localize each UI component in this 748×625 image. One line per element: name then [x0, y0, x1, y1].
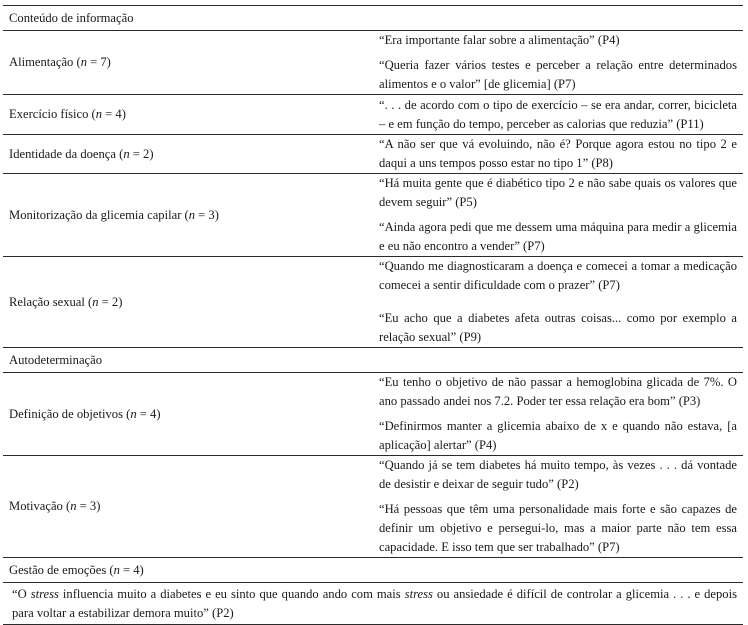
- table-row: [3, 583, 743, 625]
- category-label: Identidade da doença (: [9, 146, 124, 161]
- section-label: Gestão de emoções (: [9, 562, 114, 577]
- category-count: = 4): [136, 406, 161, 421]
- quotes-cell: [373, 373, 743, 456]
- table-row: [3, 135, 743, 174]
- quotes-cell: [373, 174, 743, 257]
- quote: “Ainda agora pedi que me dessem uma máquina para medir a glicemia e eu não encontro a vender” (P7): [379, 220, 737, 253]
- quote-part: stress: [404, 586, 433, 601]
- category-label: Relação sexual (: [9, 294, 93, 309]
- n-symbol: n: [113, 562, 120, 577]
- final-quote-cell: [3, 583, 743, 625]
- n-symbol: n: [188, 207, 196, 222]
- n-symbol: n: [80, 55, 87, 69]
- quotes-cell: [373, 135, 743, 174]
- category-count: = 3): [195, 207, 219, 222]
- category-count: = 2): [129, 146, 154, 161]
- quote: “Definirmos manter a glicemia abaixo de x e quando não estava, [a aplicação] alertar” (P4): [379, 419, 737, 452]
- n-symbol: n: [70, 499, 77, 513]
- quotes-cell: [373, 257, 743, 348]
- quote: “Eu tenho o objetivo de não passar a hemoglobina glicada de 7%. O ano passado andei nos 7.2. Poder ter essa relação era bom” (P3): [379, 375, 737, 408]
- quote: “Há pessoas que têm uma personalidade mais forte e são capazes de definir um objetivo e persegui-lo, mas a maior parte não tem essa capacidade. E isso tem que ser trabalhado” (P7): [379, 502, 737, 554]
- table-row: [3, 456, 743, 558]
- section-title: Autodeterminação: [3, 348, 743, 373]
- table-row: [3, 95, 743, 135]
- category-count: = 3): [76, 499, 101, 513]
- category-cell: [3, 135, 373, 174]
- category-label: Motivação (: [9, 499, 71, 513]
- section-header-selfdetermination: [3, 348, 743, 373]
- category-cell: [3, 373, 373, 456]
- n-symbol: n: [130, 406, 137, 421]
- quote: [12, 585, 737, 623]
- category-count: = 4): [102, 107, 126, 121]
- quote: “Quando já se tem diabetes há muito tempo, às vezes . . . dá vontade de desistir e deixar de seguir tudo” (P2): [379, 458, 737, 491]
- category-count: = 7): [86, 55, 111, 69]
- n-symbol: n: [92, 294, 99, 309]
- quote: “Era importante falar sobre a alimentação” (P4): [379, 33, 620, 47]
- category-label: Monitorização da glicemia capilar (: [9, 207, 189, 222]
- table-row: [3, 373, 743, 456]
- category-label: Exercício físico (: [9, 107, 96, 121]
- table-row: [3, 257, 743, 348]
- n-symbol: n: [123, 146, 130, 161]
- category-count: = 2): [98, 294, 123, 309]
- category-cell: [3, 95, 373, 135]
- quote: “Quando me diagnosticaram a doença e comecei a tomar a medicação comecei a sentir dificuldade com o prazer” (P7): [379, 259, 737, 292]
- qualitative-table: [3, 5, 743, 625]
- quotes-cell: [373, 95, 743, 135]
- section-title: [3, 558, 743, 583]
- quote: “Queria fazer vários testes e perceber a relação entre determinados alimentos e o valor” [de glicemia] (P7): [379, 58, 737, 91]
- category-cell: [3, 456, 373, 558]
- section-header-content: [3, 6, 743, 31]
- quote-part: influencia muito a diabetes e eu sinto que quando ando com mais: [58, 586, 405, 601]
- quote-part: ou ansiedade é difícil de controlar a glicemia . . . e depois para voltar a estabilizar demora muito” (P2): [12, 586, 737, 620]
- quote-part: “O: [12, 586, 31, 601]
- category-cell: [3, 174, 373, 257]
- section-title: Conteúdo de informação: [3, 6, 743, 31]
- quote: “Eu acho que a diabetes afeta outras coisas... como por exemplo a relação sexual” (P9): [379, 311, 737, 344]
- category-label: Definição de objetivos (: [9, 406, 131, 421]
- table-row: [3, 174, 743, 257]
- n-symbol: n: [95, 107, 103, 121]
- section-count: = 4): [119, 562, 144, 577]
- category-cell: [3, 31, 373, 95]
- quotes-cell: [373, 31, 743, 95]
- section-header-emotions: [3, 558, 743, 583]
- category-label: Alimentação (: [9, 55, 81, 69]
- quote-part: stress: [30, 586, 59, 601]
- quote: “Há muita gente que é diabético tipo 2 e não sabe quais os valores que devem seguir” (P5): [379, 176, 737, 209]
- category-cell: [3, 257, 373, 348]
- quote: “. . . de acordo com o tipo de exercício – se era andar, correr, bicicleta – e em função do tempo, perceber as calorias que reduzia” (P11): [379, 97, 737, 131]
- quote: “A não ser que vá evoluindo, não é? Porque agora estou no tipo 2 e daqui a uns tempos posso estar no tipo 1” (P8): [379, 137, 737, 170]
- table-row: [3, 31, 743, 95]
- quotes-cell: [373, 456, 743, 558]
